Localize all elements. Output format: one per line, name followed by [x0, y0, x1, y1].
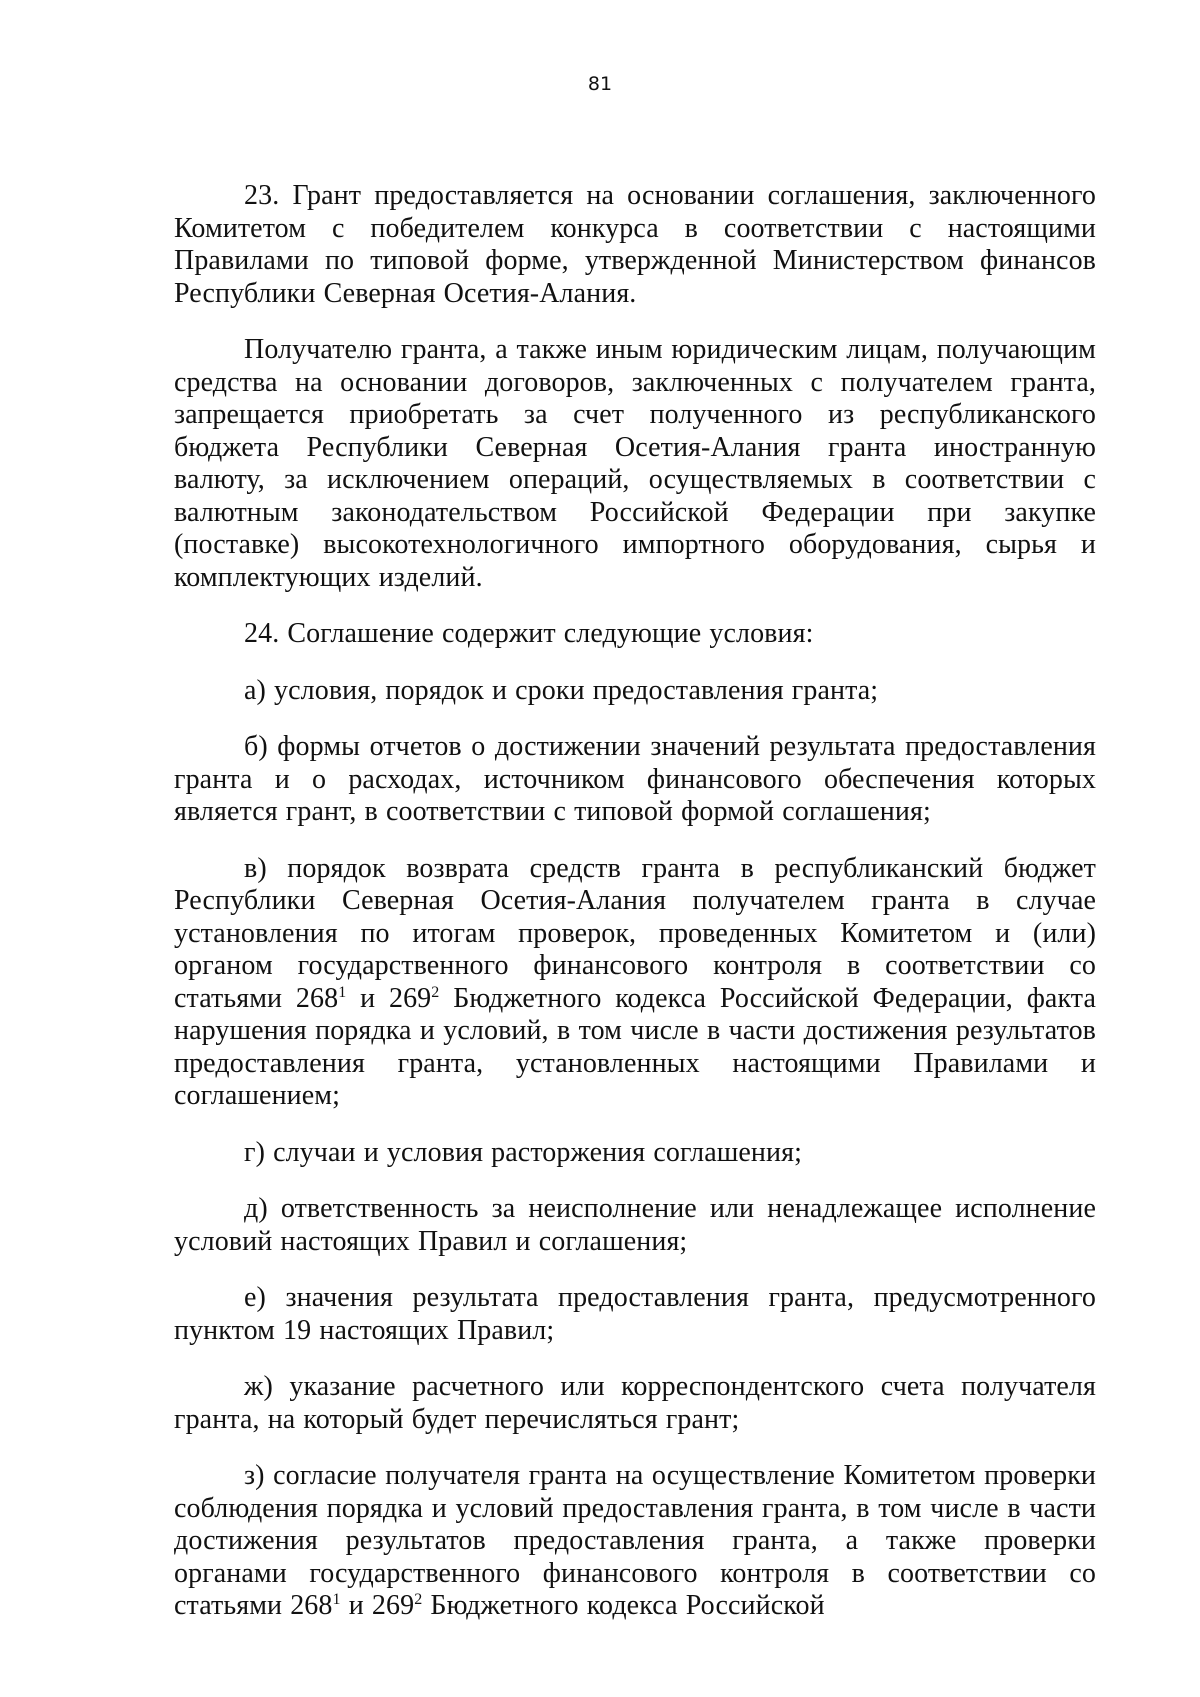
superscript: 1 — [332, 1591, 341, 1608]
paragraph-text: г) случаи и условия расторжения соглашения; — [244, 1136, 802, 1168]
page-number: 81 — [587, 73, 613, 95]
paragraph-text: и 269 — [346, 982, 432, 1014]
list-item-g — [174, 1137, 1096, 1170]
superscript: 2 — [414, 1591, 423, 1608]
list-item-v — [174, 853, 1096, 1113]
paragraph-text: в) порядок возврата средств гранта в республиканский бюджет Республики Северная Осетия-Алания получателем гранта в случае установления по итогам проверок, проведенных Комитетом и (или) органом государственного финансового контроля в соответствии со статьями 268 — [174, 852, 1096, 1014]
paragraph-text: а) условия, порядок и сроки предоставления гранта; — [244, 674, 879, 706]
paragraph-24 — [174, 618, 1096, 651]
paragraph-text: б) формы отчетов о достижении значений результата предоставления гранта и о расходах, источником финансового обеспечения которых является грант, в соответствии с типовой формой соглашения; — [174, 731, 1096, 827]
superscript: 2 — [431, 983, 440, 1001]
paragraph-text: Бюджетного кодекса Российской Федерации, факта нарушения порядка и условий, в том числе в части достижения результатов предоставления гранта, установленных настоящими Правилами и соглашением; — [174, 982, 1097, 1111]
paragraph-23 — [174, 180, 1096, 310]
document-body — [174, 180, 1096, 1623]
list-item-a — [174, 675, 1096, 708]
paragraph-text: Бюджетного кодекса Российской — [422, 1590, 825, 1621]
paragraph-text: 24. Соглашение содержит следующие условия: — [244, 618, 814, 649]
superscript: 1 — [338, 983, 347, 1001]
list-item-d — [174, 1193, 1096, 1258]
paragraph-text: и 269 — [340, 1590, 415, 1621]
list-item-z — [174, 1460, 1096, 1623]
list-item-b — [174, 731, 1096, 829]
paragraph-text: е) значения результата предоставления гранта, предусмотренного пунктом 19 настоящих Правил; — [174, 1282, 1096, 1346]
paragraph-text: з) согласие получателя гранта на осуществление Комитетом проверки соблюдения порядка и условий предоставления гранта, в том числе в части достижения результатов предоставления гранта, а также проверки органами государственного финансового контроля в соответствии со статьями 268 — [174, 1460, 1096, 1621]
paragraph-text: ж) указание расчетного или корреспондентского счета получателя гранта, на который будет перечисляться грант; — [174, 1371, 1096, 1435]
paragraph-23-grant-restrictions — [174, 334, 1096, 594]
list-item-zh — [174, 1371, 1096, 1436]
paragraph-text: 23. Грант предоставляется на основании соглашения, заключенного Комитетом с победителем конкурса в соответствии с настоящими Правилами по типовой форме, утвержденной Министерством финансов Республики Северная Осетия-Алания. — [174, 180, 1096, 309]
paragraph-text: д) ответственность за неисполнение или ненадлежащее исполнение условий настоящих Правил и соглашения; — [174, 1193, 1096, 1257]
paragraph-text: Получателю гранта, а также иным юридическим лицам, получающим средства на основании договоров, заключенных с получателем гранта, запрещается приобретать за счет полученного из республиканского бюджета Республики Северная Осетия-Алания гранта иностранную валюту, за исключением операций, осуществляемых в соответствии с валютным законодательством Российской Федерации при закупке (поставке) высокотехнологичного импортного оборудования, сырья и комплектующих изделий. — [174, 334, 1096, 593]
list-item-e — [174, 1282, 1096, 1347]
